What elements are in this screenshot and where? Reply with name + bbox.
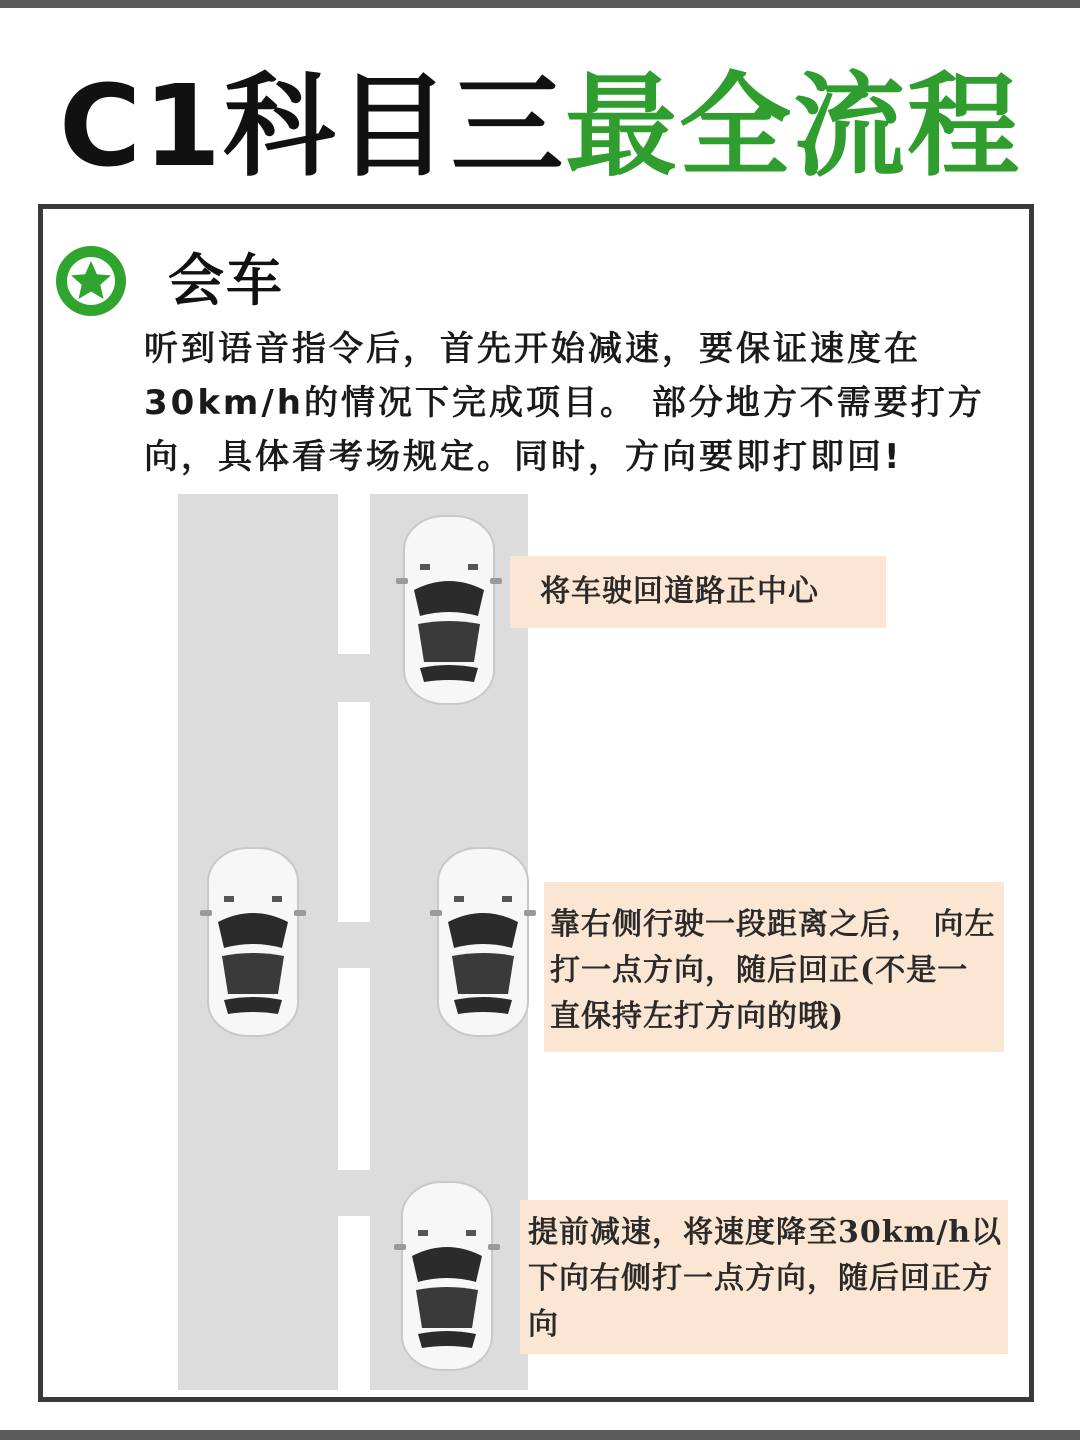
title-green-part: 最全流程 <box>565 62 1022 192</box>
page-title <box>0 62 1080 192</box>
star-icon <box>56 246 126 316</box>
bottom-border <box>0 1430 1080 1440</box>
car-middle <box>428 844 538 1040</box>
section-title: 会车 <box>168 249 284 314</box>
lane-marking <box>338 1216 370 1390</box>
lane-marking <box>338 968 370 1170</box>
top-border <box>0 0 1080 8</box>
callout-keep-right: 靠右侧行驶一段距离之后， 向左打一点方向，随后回正(不是一直保持左打方向的哦) <box>544 882 1004 1052</box>
title-black-part: C1科目三 <box>58 62 566 192</box>
car-bottom <box>392 1178 502 1374</box>
callout-return-center: 将车驶回道路正中心 <box>510 556 886 628</box>
car-oncoming <box>198 844 308 1040</box>
section-intro: 听到语音指令后，首先开始减速，要保证速度在30km/h的情况下完成项目。 部分地方不需要打方向，具体看考场规定。同时，方向要即打即回! <box>144 329 985 477</box>
lane-marking <box>338 494 370 654</box>
lane-marking <box>338 702 370 922</box>
car-top <box>394 512 504 708</box>
callout-slow-down: 提前减速，将速度降至30km/h以下向右侧打一点方向，随后回正方向 <box>520 1200 1008 1354</box>
